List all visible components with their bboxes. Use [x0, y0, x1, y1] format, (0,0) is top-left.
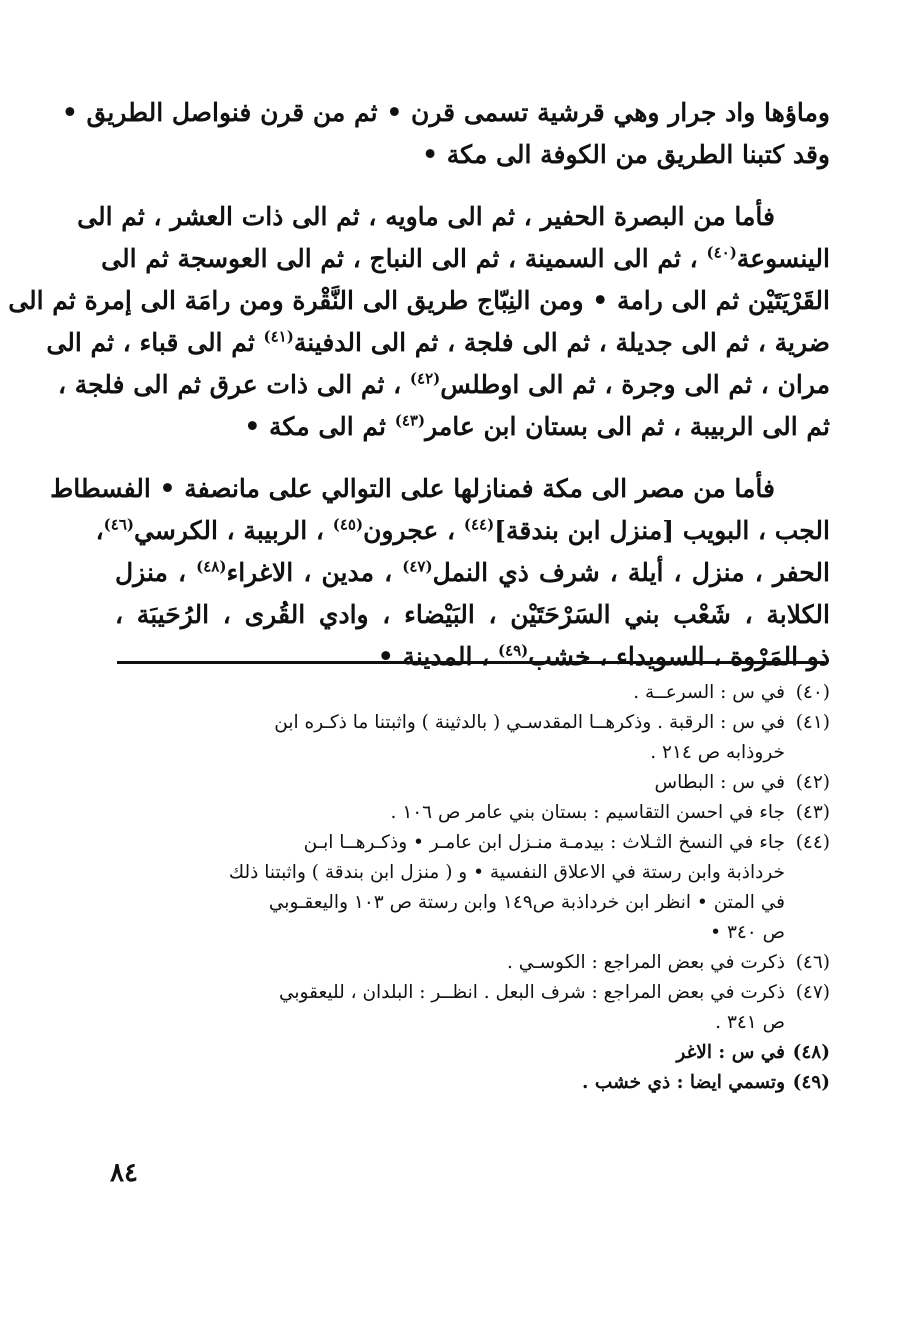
text-line [101, 238, 830, 280]
text-span: القَرْيَتَيْن ثم الى رامة • ومن النِبّاج طريق الى النَّقْرة ومن رامَة الى إمرة ثم الى [8, 286, 830, 315]
footnote-ref: (٤١) [263, 327, 294, 346]
text-line [115, 134, 830, 176]
text-span: وقد كتبنا الطريق من الكوفة الى مكة • [422, 140, 830, 169]
footnote-ref: (٤٩) [497, 641, 529, 660]
footnote [115, 798, 830, 828]
footnote-number: (٤٤) [795, 832, 830, 853]
text-line [57, 364, 830, 406]
footnote [115, 978, 830, 1008]
footnote [115, 768, 830, 798]
footnote [115, 948, 830, 978]
footnote-text: في س : الاغر [676, 1042, 785, 1063]
text-span: الينسوعة [736, 244, 830, 273]
footnote [115, 1068, 830, 1098]
footnote-text: ذكرت في بعض المراجع : الكوسـي . [506, 952, 785, 973]
footnote-number: (٤٩) [792, 1072, 830, 1093]
text-span: الجب ، البويب [منزل ابن بندقة] [494, 516, 830, 545]
footnote-number: (٤٠) [795, 682, 830, 703]
footnote-text: وتسمي ايضا : ذي خشب . [582, 1072, 785, 1093]
footnote-number: (٤٣) [795, 802, 830, 823]
text-span: الكلابة ، شَعْب بني السَرْحَتَيْن ، البَيْضاء ، وادي القُرى ، الرُحَيبَة ، [115, 600, 830, 629]
text-span: ، مدين ، الاغراء [226, 558, 403, 587]
footnote-text: ذكرت في بعض المراجع : شرف البعل . انظــر : البلدان ، لليعقوبي [278, 982, 785, 1003]
text-line [115, 552, 830, 594]
text-line [46, 322, 830, 364]
text-line [61, 92, 830, 134]
text-span: ، الربيبة ، الكرسي [134, 516, 333, 545]
text-line [115, 406, 830, 448]
footnote-text: في س : البطاس [654, 772, 785, 793]
text-line [50, 468, 830, 510]
footnote-continuation: خرداذبة وابن رستة في الاعلاق النفسية • و ( منزل ابن بندقة ) واثبتنا ذلك [228, 862, 785, 883]
footnote-continuation: ص ٣٤١ . [715, 1012, 785, 1033]
text-line [8, 280, 830, 322]
footnote-text: جاء في احسن التقاسيم : بستان بني عامر ص ١٠٦ . [390, 802, 785, 823]
text-span: ثم الى مكة • [244, 412, 395, 441]
footnote-ref: (٤٤) [463, 515, 495, 534]
text-span: ، المدينة • [377, 642, 498, 671]
footnote-continuation: ص ٣٤٠ • [710, 922, 785, 943]
footnote-number: (٤٦) [795, 952, 830, 973]
footnotes [115, 678, 830, 1098]
footnote [115, 678, 830, 708]
footnote-ref: (٤٢) [409, 369, 441, 388]
footnote-continuation: خروذابه ص ٢١٤ . [650, 742, 785, 763]
footnote [115, 828, 830, 858]
text-line [115, 594, 830, 636]
text-span: ، منزل [115, 558, 197, 587]
footnote-text: في س : الرقبة . وذكرهــا المقدسـي ( بالدثينة ) واثبتنا ما ذكـره ابن [274, 712, 785, 733]
text-span: ، عجرون [363, 516, 464, 545]
footnote-text: جاء في النسخ الثـلاث : بيدمـة منـزل ابن عامـر • وذكـرهــا ابـن [303, 832, 785, 853]
text-span: فأما من مصر الى مكة فمنازلها على التوالي على مانصفة • الفسطاط [50, 474, 775, 503]
footnote-continuation: في المتن • انظر ابن خرداذبة ص١٤٩ وابن رستة ص ١٠٣ واليعقـوبي [268, 892, 785, 913]
text-span: ، [95, 516, 104, 545]
footnote-number: (٤٧) [795, 982, 830, 1003]
main-text [8, 92, 830, 678]
page-number: ٨٤ [110, 1158, 138, 1188]
text-span: ثم الى قباء ، ثم الى [46, 328, 264, 357]
text-span: مران ، ثم الى وجرة ، ثم الى اوطلس [440, 370, 830, 399]
text-span: الحفر ، منزل ، أيلة ، شرف ذي النمل [432, 558, 830, 587]
footnote-ref: (٤٣) [394, 411, 426, 430]
text-span: فأما من البصرة الحفير ، ثم الى ماويه ، ثم الى ذات العشر ، ثم الى [77, 202, 775, 231]
text-span: ، ثم الى ذات عرق ثم الى فلجة ، [57, 370, 410, 399]
footnote-divider [117, 661, 825, 664]
text-span: ضرية ، ثم الى جديلة ، ثم الى فلجة ، ثم الى الدفينة [293, 328, 830, 357]
footnote-ref: (٤٧) [402, 557, 433, 576]
footnote-ref: (٤٦) [103, 515, 134, 534]
text-span: ذو المَرْوة ، السويداء ، خشب [528, 642, 830, 671]
footnote-ref: (٤٨) [196, 557, 227, 576]
footnote-number: (٤٨) [792, 1042, 830, 1063]
footnote-ref: (٤٥) [332, 515, 364, 534]
footnote [115, 708, 830, 738]
text-span: ، ثم الى السمينة ، ثم الى النباج ، ثم الى العوسجة ثم الى [101, 244, 707, 273]
footnote [115, 1038, 830, 1068]
footnote-ref: (٤٠) [706, 243, 737, 262]
text-span: وماؤها واد جرار وهي قرشية تسمى قرن • ثم من قرن فنواصل الطريق • [61, 98, 830, 127]
text-line [77, 196, 830, 238]
footnote-text: في س : السرعــة . [633, 682, 785, 703]
text-line [115, 636, 830, 678]
footnote-number: (٤١) [795, 712, 830, 733]
text-span: ثم الى الربيبة ، ثم الى بستان ابن عامر [425, 412, 830, 441]
text-line [95, 510, 830, 552]
footnote-number: (٤٢) [795, 772, 830, 793]
